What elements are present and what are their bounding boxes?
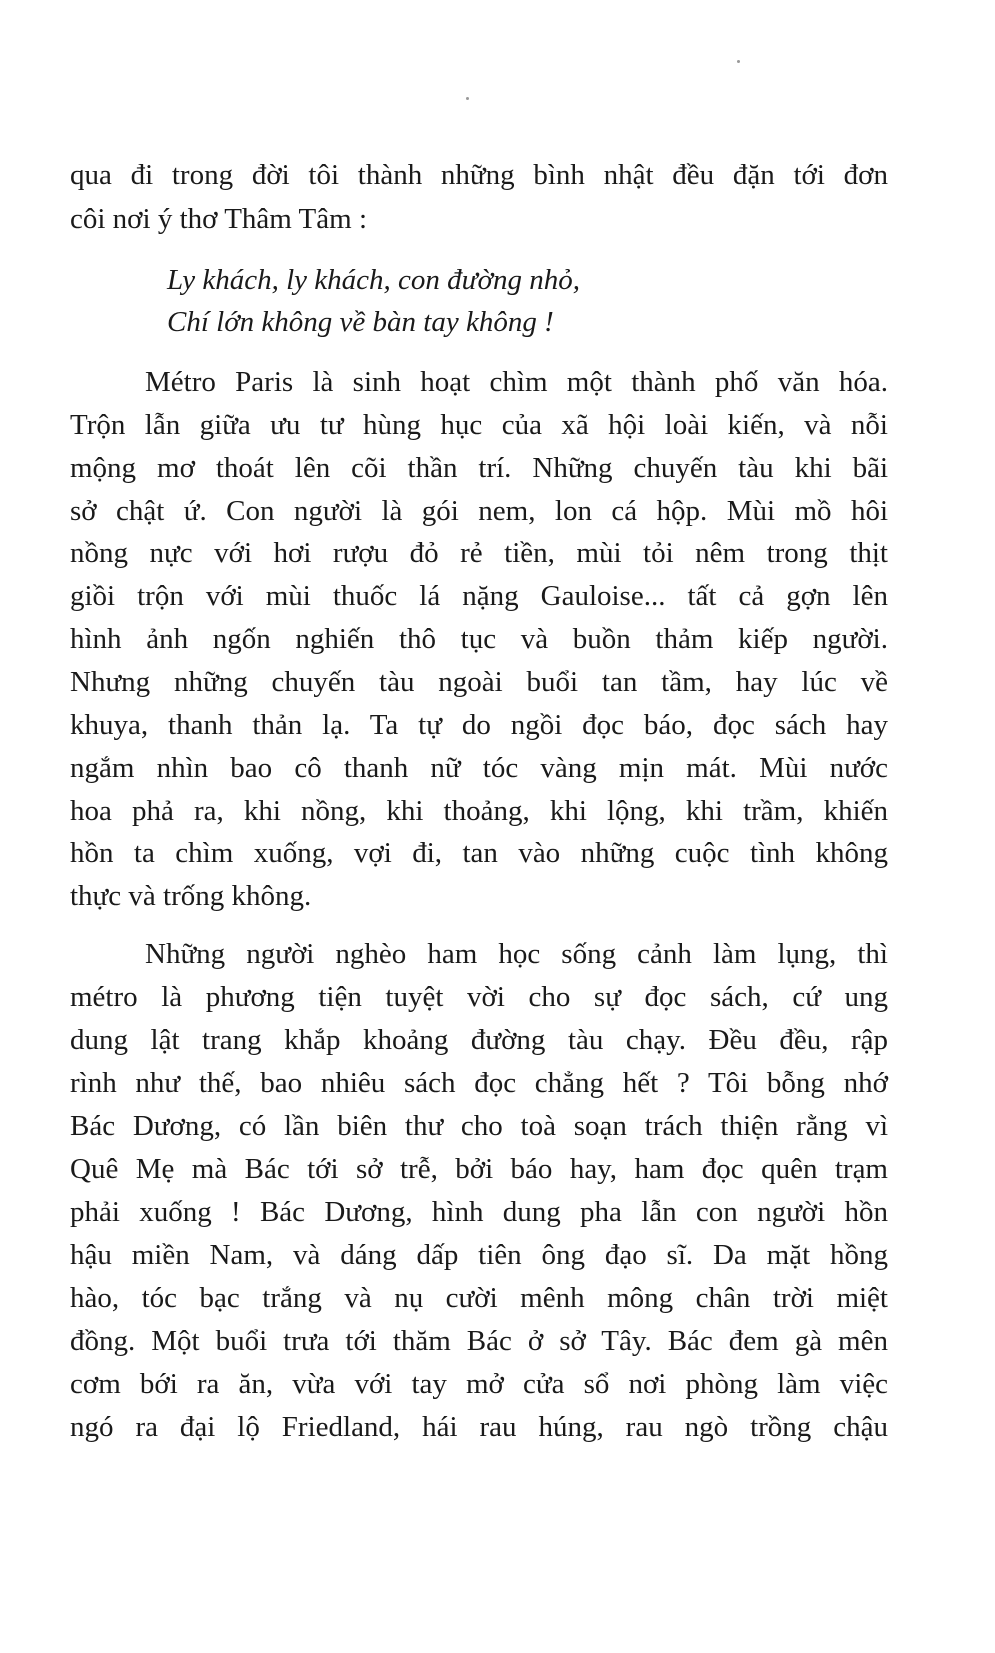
paragraph-3-line-3: dung lật trang khắp khoảng đường tàu chạy. Đều đều, rập (70, 1024, 888, 1056)
paragraph-2-line-13: thực và trống không. (70, 880, 312, 912)
paragraph-2-line-2: Trộn lẫn giữa ưu tư hùng hục của xã hội loài kiến, và nỗi (70, 409, 888, 441)
paragraph-2-line-6: giồi trộn với mùi thuốc lá nặng Gauloise... tất cả gợn lên (70, 580, 888, 612)
paragraph-3-line-4: rình như thế, bao nhiêu sách đọc chẳng hết ? Tôi bỗng nhớ (70, 1067, 888, 1099)
paragraph-1-line-2: côi nơi ý thơ Thâm Tâm : (70, 203, 368, 235)
paragraph-3-line-7: phải xuống ! Bác Dương, hình dung pha lẫn con người hồn (70, 1196, 888, 1228)
paragraph-3-line-11: cơm bới ra ăn, vừa với tay mở cửa sổ nơi phòng làm việc (70, 1368, 888, 1400)
paragraph-2-line-5: nồng nực với hơi rượu đỏ rẻ tiền, mùi tỏi nêm trong thịt (70, 537, 888, 569)
paragraph-3-line-5: Bác Dương, có lần biên thư cho toà soạn trách thiện rằng vì (70, 1110, 888, 1142)
paragraph-3-line-10: đồng. Một buổi trưa tới thăm Bác ở sở Tây. Bác đem gà mên (70, 1325, 888, 1357)
paragraph-2-line-11: hoa phả ra, khi nồng, khi thoảng, khi lộng, khi trầm, khiến (70, 795, 888, 827)
paragraph-2-line-9: khuya, thanh thản lạ. Ta tự do ngồi đọc báo, đọc sách hay (70, 709, 888, 741)
paragraph-3-line-12: ngó ra đại lộ Friedland, hái rau húng, rau ngò trồng chậu (70, 1411, 888, 1443)
paragraph-3-line-9: hào, tóc bạc trắng và nụ cười mênh mông chân trời miệt (70, 1282, 888, 1314)
paragraph-2-line-3: mộng mơ thoát lên cõi thần trí. Những chuyến tàu khi bãi (70, 452, 888, 484)
paragraph-2-line-4: sở chật ứ. Con người là gói nem, lon cá hộp. Mùi mồ hôi (70, 495, 888, 527)
verse-line-2: Chí lớn không về bàn tay không ! (167, 306, 554, 338)
paragraph-2-line-8: Nhưng những chuyến tàu ngoài buổi tan tầm, hay lúc về (70, 666, 888, 698)
paragraph-3-line-2: métro là phương tiện tuyệt vời cho sự đọc sách, cứ ung (70, 981, 888, 1013)
scan-speck (737, 60, 740, 63)
verse-line-1: Ly khách, ly khách, con đường nhỏ, (167, 264, 580, 296)
paragraph-3-line-1: Những người nghèo ham học sống cảnh làm lụng, thì (145, 938, 888, 970)
paragraph-2-line-12: hồn ta chìm xuống, vợi đi, tan vào những cuộc tình không (70, 837, 888, 869)
paragraph-3-line-6: Quê Mẹ mà Bác tới sở trễ, bởi báo hay, ham đọc quên trạm (70, 1153, 888, 1185)
paragraph-3-line-8: hậu miền Nam, và dáng dấp tiên ông đạo sĩ. Da mặt hồng (70, 1239, 888, 1271)
paragraph-1-line-1: qua đi trong đời tôi thành những bình nhật đều đặn tới đơn (70, 159, 888, 191)
paragraph-2-line-7: hình ảnh ngốn nghiến thô tục và buồn thảm kiếp người. (70, 623, 888, 655)
paragraph-2-line-10: ngắm nhìn bao cô thanh nữ tóc vàng mịn mát. Mùi nước (70, 752, 888, 784)
paragraph-2-line-1: Métro Paris là sinh hoạt chìm một thành phố văn hóa. (145, 366, 888, 398)
scan-speck (466, 97, 469, 100)
